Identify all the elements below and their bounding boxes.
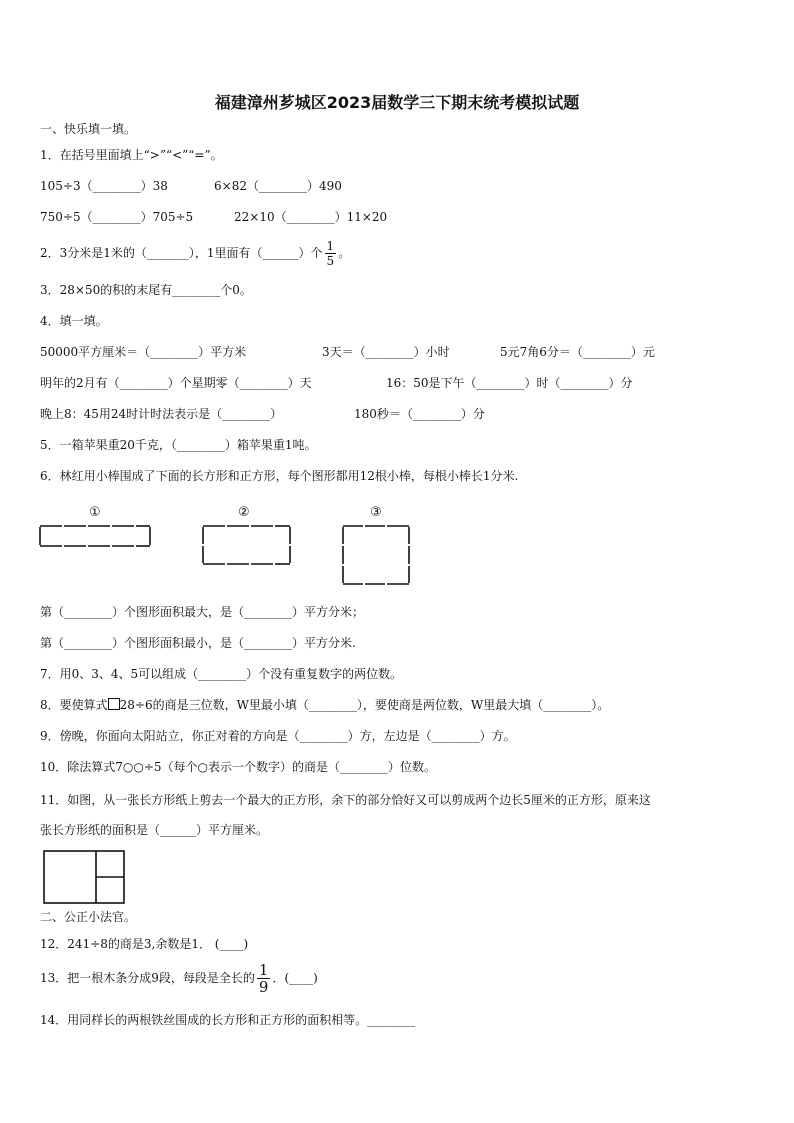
question-4-item-6: 晚上8：45用24时计时法表示是（________） bbox=[40, 407, 283, 421]
question-4-item-7: 180秒＝（________）分 bbox=[354, 407, 485, 421]
fraction-denominator: 9 bbox=[258, 978, 269, 996]
question-1: 1．在括号里面填上“>”“<”“=”。 bbox=[40, 148, 223, 162]
question-13 bbox=[40, 958, 318, 998]
question-1-item-4: 22×10（________）11×20 bbox=[234, 210, 388, 224]
page-title: 福建漳州芗城区2023届数学三下期末统考模拟试题 bbox=[214, 93, 580, 112]
figure-1-label: ① bbox=[89, 505, 101, 520]
question-8-rest: 28÷6的商是三位数，W里最小填（________），要使商是两位数，W里最大填（________）。 bbox=[119, 698, 610, 712]
question-9: 9．傍晚，你面向太阳站立，你正对着的方向是（________）方，左边是（________）方。 bbox=[40, 729, 516, 743]
question-4-item-4: 明年的2月有（________）个星期零（________）天 bbox=[40, 376, 312, 390]
question-4-item-3: 5元7角6分＝（________）元 bbox=[500, 345, 655, 359]
figure-3-square bbox=[339, 522, 415, 588]
question-11-line-1: 11．如图，从一张长方形纸上剪去一个最大的正方形，余下的部分恰好又可以剪成两个边长5厘米的正方形，原来这 bbox=[40, 793, 651, 807]
fraction-denominator: 5 bbox=[326, 254, 335, 268]
question-6-part-b: 第（________）个图形面积最小，是（________）平方分米. bbox=[40, 636, 356, 650]
question-6: 6．林红用小棒围成了下面的长方形和正方形，每个图形都用12根小棒，每根小棒长1分米. bbox=[40, 469, 519, 483]
figure-2-rectangle bbox=[199, 522, 295, 568]
blank-box-icon bbox=[108, 698, 120, 710]
fraction-numerator: 1 bbox=[326, 239, 335, 253]
question-4-item-1: 50000平方厘米＝（________）平方米 bbox=[40, 345, 247, 359]
question-1-item-1: 105÷3（________）38 bbox=[40, 179, 168, 193]
question-4: 4．填一填。 bbox=[40, 314, 108, 328]
question-5: 5．一箱苹果重20千克，（________）箱苹果重1吨。 bbox=[40, 438, 317, 452]
question-3: 3．28×50的积的末尾有________个0。 bbox=[40, 283, 252, 297]
question-2 bbox=[40, 236, 350, 270]
fraction-one-fifth bbox=[325, 239, 337, 268]
question-2-text: 2．3分米是1米的（_______），1里面有（______）个 bbox=[40, 246, 323, 260]
question-14: 14．用同样长的两根铁丝围成的长方形和正方形的面积相等。________ bbox=[40, 1013, 416, 1027]
question-6-part-a: 第（________）个图形面积最大，是（________）平方分米； bbox=[40, 605, 365, 619]
figure-1-rectangle bbox=[36, 522, 156, 550]
question-10: 10．除法算式7○○÷5（每个○表示一个数字）的商是（________）位数。 bbox=[40, 760, 437, 774]
question-1-item-3: 750÷5（________）705÷5 bbox=[40, 210, 194, 224]
question-12: 12．241÷8的商是3,余数是1． (____) bbox=[40, 937, 249, 951]
question-4-item-5: 16：50是下午（________）时（________）分 bbox=[386, 376, 633, 390]
question-11-diagram bbox=[41, 848, 127, 906]
question-8-start: 8．要使算式 bbox=[40, 698, 108, 712]
question-13-text: 13．把一根木条分成9段，每段是全长的 bbox=[40, 971, 255, 985]
figure-3-label: ③ bbox=[370, 505, 382, 520]
figure-2-label: ② bbox=[238, 505, 250, 520]
question-2-end: 。 bbox=[338, 246, 351, 260]
question-8 bbox=[40, 697, 609, 713]
section-1-heading: 一、快乐填一填。 bbox=[40, 122, 137, 136]
question-4-item-2: 3天＝（________）小时 bbox=[322, 345, 450, 359]
section-2-heading: 二、公正小法官。 bbox=[40, 910, 137, 924]
question-11-line-2: 张长方形纸的面积是（______）平方厘米。 bbox=[40, 823, 269, 837]
question-7: 7．用0、3、4、5可以组成（________）个没有重复数字的两位数。 bbox=[40, 667, 403, 681]
fraction-one-ninth bbox=[257, 962, 271, 995]
fraction-numerator: 1 bbox=[258, 961, 269, 979]
question-1-item-2: 6×82（________）490 bbox=[214, 179, 342, 193]
question-13-end: ．(____) bbox=[272, 971, 318, 985]
